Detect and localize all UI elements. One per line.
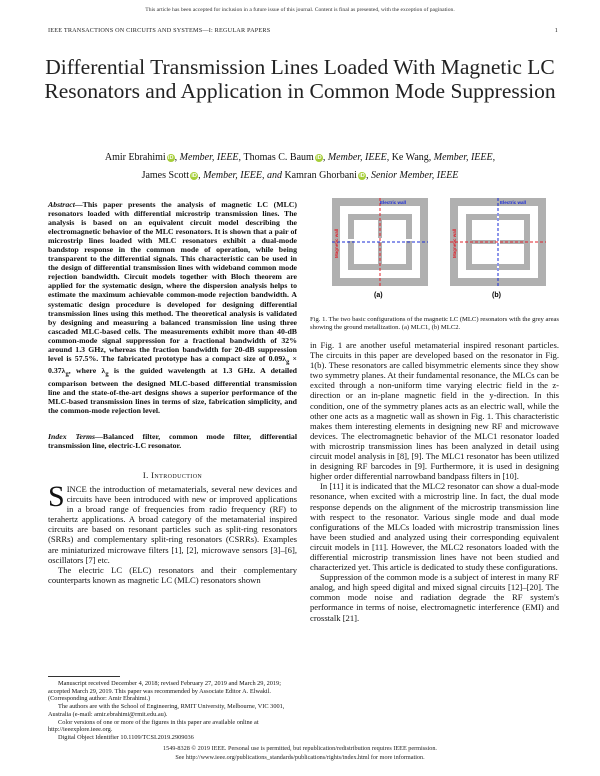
electric-wall-label: Electric wall [380,200,407,205]
footnote-line: The authors are with the School of Engineering, RMIT University, Melbourne, VIC 3001, Australia (e-mail: amir.ebrahimi@rmit.edu.au). [48,703,285,718]
page-number: 1 [554,27,558,34]
author-role: , Member, IEEE, [428,152,496,163]
abstract-text: × 0.37λ [48,353,297,376]
abstract [48,200,297,415]
author-role: , Member, IEEE, [174,152,244,163]
right-column-text [310,340,559,623]
running-header [48,27,558,34]
paragraph: Suppression of the common mode is a subject of interest in many RF analog, and high speed digital and mixed signal circuits [12]–[20]. The common mode noise and radiation degrade the RF system's performance in terms of noise, electromagnetic interference (EMI) and crosstalk [21]. [310,572,559,623]
index-terms [48,432,297,450]
copyright-footer [0,744,600,762]
acceptance-notice: This article has been accepted for inclusion in a future issue of this journal. Content is final as presented, with the exception of pagination. [145,7,455,13]
author-list [40,149,560,185]
author-name: Thomas C. Baum [243,152,314,163]
author-name: Kamran Ghorbani [284,170,357,181]
copyright-line: 1549-8328 © 2019 IEEE. Personal use is permitted, but republication/redistribution requires IEEE permission. [163,745,437,752]
orcid-icon[interactable]: iD [167,155,174,161]
journal-name: IEEE TRANSACTIONS ON CIRCUITS AND SYSTEMS—I: REGULAR PAPERS [48,27,271,34]
abstract-text: , where λ [68,366,106,376]
paragraph: The electric LC (ELC) resonators and their complementary counterparts known as magnetic LC (MLC) resonators shown [48,564,297,585]
footnote-rule [48,676,120,677]
footnotes [48,680,297,742]
figure-1 [328,196,550,302]
index-terms-text: Balanced filter, common mode filter, differential transmission line, electric-LC resonator. [48,432,297,451]
abstract-text: This paper presents the analysis of magnetic LC (MLC) resonators loaded with differential microstrip transmission lines. The analysis is based on an equivalent circuit model describing the electromagnetic behavior of the MLC resonators. It is shown that a pair of microstrip lines loaded with MLC resonators exhibit a dual-mode bandstop response in the common mode of operation, while being transparent to the differential signals. This characteristic can be used in the design of differential transmission lines with wideband common mode rejection bandwidth. Circuit models together with Bloch theorem are applied for the systematic design, where the dispersion analysis helps to estimate the maximum achievable common-mode rejection bandwidth. A systematic design procedure is developed for designing differential transmission lines using this method. The theoretical analysis is validated by designing and measuring a balanced transmission line using three cascaded MLC-based cells. The measurements exhibit more than 40-dB common-mode signal suppression for a fractional bandwidth of 32% around 1.3 GHz, whereas the fraction bandwidth for 20-dB suppression level is 57.5%. The fabricated prototype has a compact size of 0.09λ [48,200,297,363]
author-role: , Senior Member, IEEE [365,170,459,181]
author-name: Ke Wang [391,152,429,163]
paragraph: In [11] it is indicated that the MLC2 resonator can show a dual-mode resonance, when excited with a microstrip line. In fact, the dual mode response depends on the alignment of the microstrip transmission line with respect to the resonator. Various single mode and dual mode configurations of the MLCs loaded with microstrip transmission lines have been studied and analyzed using their corresponding equivalent circuit models in [11]. However, the MLC2 resonators loaded with the differential microstrip transmission lines have not been studied and characterized yet. This article is dedicated to study these configurations. [310,481,559,573]
orcid-icon[interactable]: iD [316,155,322,161]
mlc1-resonator [332,198,428,299]
magnetic-wall-label: Magnetic wall [452,228,457,258]
mlc2-resonator [450,198,546,299]
subfigure-label: (a) [374,292,383,299]
footnote-line: Color versions of one or more of the figures in this paper are available online at http://ieeexplore.ieee.org. [48,718,259,734]
subfigure-label: (b) [492,292,501,299]
subscript: g [65,370,69,378]
author-name: James Scott [141,170,190,181]
author-name: Amir Ebrahimi [104,152,166,163]
subscript: g [286,358,290,366]
magnetic-wall-label: Magnetic wall [334,228,339,258]
abstract-text: is the guided wavelength at 1.3 GHz. A detailed comparison between the designed MLC-based differential transmission line and the state-of-the-art designs shows a superior performance of the MLC-based transmission lines in terms of size, fabrication simplicity, and the common-mode rejection level. [48,366,297,416]
orcid-icon[interactable]: iD [359,173,365,179]
index-terms-label: Index Terms— [48,432,103,441]
author-role: , Member, IEEE, [322,152,392,163]
orcid-icon[interactable]: iD [191,173,197,179]
rights-link[interactable]: See http://www.ieee.org/publications_standards/publications/rights/index.html for more information. [175,754,425,761]
electric-wall-label: Electric wall [500,200,527,205]
paper-title: Differential Transmission Lines Loaded With Magnetic LC Resonators and Application in Common Mode Suppression [44,55,556,103]
author-role: , Member, IEEE, and [198,170,285,181]
subscript: g [105,370,109,378]
footnote-line: Manuscript received December 4, 2018; revised February 27, 2019 and March 29, 2019; accepted March 29, 2019. This paper was recommended by Associate Editor A. Elwakil. (Corresponding author: Amir Ebrahimi.) [48,680,281,703]
drop-cap: S [48,480,65,513]
abstract-label: Abstract— [48,200,83,209]
paragraph: INCE the introduction of metamaterials, several new devices and circuits have been introduced with new or improved applications in a broad range of frequencies from radio frequency (RF) to terahertz applications. A broad category of the metamaterial inspired circuits are based on resonant particles such as split-ring resonators (SRRs) and complementary split-ring resonators (CSRRs). Examples are miniaturized microwave filters [1], [2], microwave sensors [3]–[6], oscillators [7] etc. [48,484,297,565]
section-heading: I. Introduction [142,470,203,480]
introduction [48,480,297,585]
footnote-line: Digital Object Identifier 10.1109/TCSI.2019.2909036 [58,733,194,741]
figure-caption: Fig. 1. The two basic configurations of the magnetic LC (MLC) resonators with the grey areas showing the ground metallization. (a) MLC1, (b) MLC2. [310,316,559,331]
paragraph: in Fig. 1 are another useful metamaterial inspired resonant particles. The circuits in this paper are developed based on the resonator in Fig. 1(b). These resonators are called bisymmetric elements since they show two symmetry planes. At their fundamental resonance, the MLCs can be excited through a non-uniform time varying electric field in the z-direction or an in-plane magnetic field in the y-direction. In this condition, one of the symmetry planes acts as an electric wall, while the other one acts as a magnetic wall as shown in Fig. 1. This characteristic makes them interesting elements in designing new RF and microwave devices. The electromagnetic behavior of the MLC1 resonator loaded with microstrip transmission lines has been analyzed in detail using circuit model analysis in [8], [9]. The MLC1 resonator has been utilized in designing RF barcodes in [9]. Furthermore, it is used in designing higher order differential narrowband bandpass filters in [10]. [310,340,559,482]
